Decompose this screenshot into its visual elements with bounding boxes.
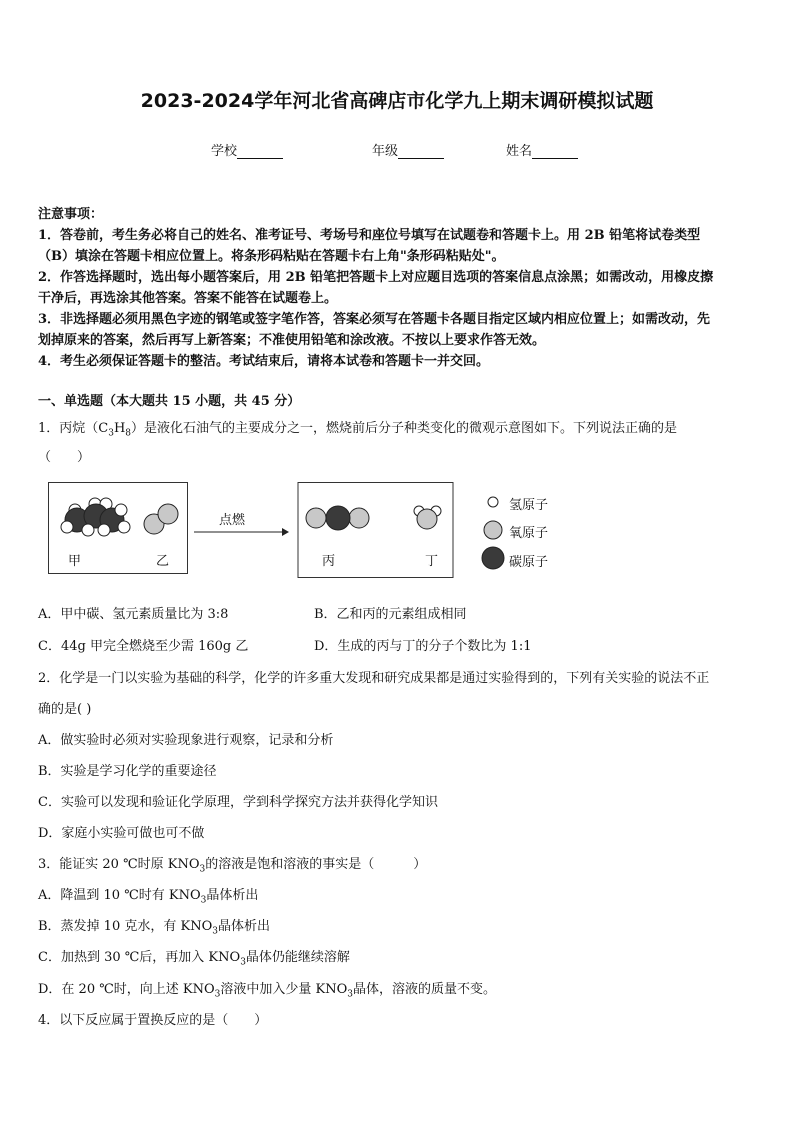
h-atom — [115, 504, 127, 516]
notice-line-2: 2．作答选择题时，选出每小题答案后，用 2B 铅笔把答题卡上对应题目选项的答案信息点涂黑；如需改动，用橡皮擦 — [38, 270, 714, 285]
label-jia: 甲 — [68, 554, 82, 569]
q3-d-sub2: 3 — [347, 989, 354, 1000]
q1-sub-3: 3 — [108, 428, 114, 439]
grade-field — [372, 140, 444, 159]
q3-d-sub1: 3 — [214, 989, 221, 1000]
q2-option-b: B．实验是学习化学的重要途径 — [38, 764, 217, 779]
h-atom — [118, 521, 130, 533]
notice-line-1: 1．答卷前，考生务必将自己的姓名、准考证号、考场号和座位号填写在试题卷和答题卡上。用 2B 铅笔将试卷类型 — [38, 228, 701, 243]
school-label: 学校 — [211, 144, 238, 159]
q1-option-d: D．生成的丙与丁的分子个数比为 1:1 — [314, 639, 532, 654]
oxygen-molecule — [144, 504, 178, 534]
water-molecule — [414, 506, 441, 529]
notice-line-2b: 干净后，再选涂其他答案。答案不能答在试题卷上。 — [38, 291, 338, 306]
q3-sub: 3 — [199, 864, 206, 875]
q3-b-sub: 3 — [212, 926, 218, 937]
o-atom — [417, 509, 437, 529]
o-atom — [349, 508, 369, 528]
grade-blank — [398, 144, 444, 159]
propane-molecule — [61, 498, 130, 536]
q2-stem: 2．化学是一门以实验为基础的科学，化学的许多重大发现和研究成果都是通过实验得到的，下列有关实验的说法不正 — [38, 671, 710, 686]
q3-c-post: 晶体仍能继续溶解 — [245, 950, 350, 965]
name-label: 姓名 — [506, 144, 533, 159]
q3-option-c — [38, 946, 350, 968]
label-yi: 乙 — [156, 554, 170, 569]
notice-line-3b: 划掉原来的答案，然后再写上新答案；不准使用铅笔和涂改液。不按以上要求作答无效。 — [38, 333, 546, 348]
student-info-row — [0, 140, 794, 160]
name-blank — [532, 144, 578, 159]
q3-c-sub: 3 — [240, 957, 246, 968]
q3-c-pre: C．加热到 30 ℃后，再加入 KNO — [38, 950, 241, 965]
q1-answer-paren: （ ） — [38, 450, 91, 465]
q3-option-a — [38, 884, 259, 906]
legend-c-label: 碳原子 — [509, 555, 549, 570]
q1-option-c: C．44g 甲完全燃烧至少需 160g 乙 — [38, 639, 249, 654]
name-field — [506, 140, 578, 159]
co2-molecule — [306, 506, 369, 530]
q3-stem — [38, 853, 427, 875]
section-heading: 一、单选题（本大题共 15 小题，共 45 分） — [38, 394, 301, 409]
legend-o-icon — [484, 521, 502, 539]
q2-stem-2: 确的是( ) — [38, 702, 92, 717]
q3-a-post: 晶体析出 — [206, 888, 259, 903]
q3-d-post: 晶体，溶液的质量不变。 — [353, 982, 497, 997]
school-field — [211, 140, 283, 159]
school-blank — [237, 144, 283, 159]
legend-h-label: 氢原子 — [509, 498, 549, 513]
q3-a-pre: A．降温到 10 ℃时有 KNO — [38, 888, 201, 903]
q1-option-b: B．乙和丙的元素组成相同 — [314, 607, 467, 622]
q3-option-b — [38, 915, 270, 937]
q3-b-post: 晶体析出 — [217, 919, 270, 934]
q3-b-pre: B．蒸发掉 10 克水，有 KNO — [38, 919, 213, 934]
q1-stem-h: H — [113, 421, 126, 436]
q2-option-a: A．做实验时必须对实验现象进行观察，记录和分析 — [38, 733, 334, 748]
q2-option-c: C．实验可以发现和验证化学原理，学到科学探究方法并获得化学知识 — [38, 795, 438, 810]
o-atom — [158, 504, 178, 524]
arrow-label-ignite: 点燃 — [219, 513, 246, 528]
q3-a-sub: 3 — [200, 895, 207, 906]
molecule-svg — [44, 482, 584, 582]
q1-option-a: A．甲中碳、氢元素质量比为 3:8 — [38, 607, 229, 622]
grade-label: 年级 — [372, 144, 399, 159]
q3-stem-pre: 3．能证实 20 ℃时原 KNO — [38, 857, 200, 872]
q2-option-d: D．家庭小实验可做也可不做 — [38, 826, 205, 841]
h-atom — [82, 524, 94, 536]
page-title: 2023-2024学年河北省高碑店市化学九上期末调研模拟试题 — [140, 90, 654, 112]
q1-stem-post: ）是液化石油气的主要成分之一，燃烧前后分子种类变化的微观示意图如下。下列说法正确的是 — [131, 421, 678, 436]
legend-c-icon — [482, 547, 504, 569]
q3-stem-post: 的溶液是饱和溶液的事实是（ ） — [205, 857, 427, 872]
q1-stem — [38, 417, 678, 439]
notice-line-3: 3．非选择题必须用黑色字迹的钢笔或签字笔作答，答案必须写在答题卡各题目指定区域内相应位置上；如需改动，先 — [38, 312, 711, 327]
q3-d-mid: 溶液中加入少量 KNO — [220, 982, 348, 997]
q4-stem: 4．以下反应属于置换反应的是（ ） — [38, 1013, 268, 1028]
q3-d-pre: D．在 20 ℃时，向上述 KNO — [38, 982, 215, 997]
label-bing: 丙 — [322, 554, 336, 569]
legend-o-label: 氧原子 — [509, 526, 549, 541]
c-atom — [326, 506, 350, 530]
q1-stem-pre: 1．丙烷（C — [38, 421, 109, 436]
o-atom — [306, 508, 326, 528]
notice-heading: 注意事项： — [38, 207, 104, 222]
h-atom — [61, 521, 73, 533]
label-ding: 丁 — [425, 554, 439, 569]
notice-line-1b: （B）填涂在答题卡相应位置上。将条形码粘贴在答题卡右上角"条形码粘贴处"。 — [38, 249, 505, 264]
molecule-diagram — [44, 482, 584, 582]
notice-line-4: 4．考生必须保证答题卡的整洁。考试结束后，请将本试卷和答题卡一并交回。 — [38, 354, 490, 369]
legend-h-icon — [488, 497, 498, 507]
h-atom — [98, 524, 110, 536]
q1-sub-8: 8 — [125, 428, 132, 439]
reaction-arrow-head — [282, 528, 289, 536]
q3-option-d — [38, 978, 497, 1000]
